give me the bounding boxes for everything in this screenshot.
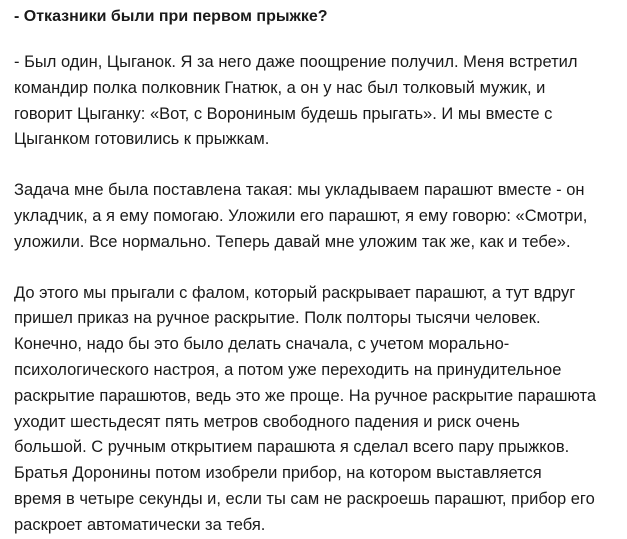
text-line: пришел приказ на ручное раскрытие. Полк полторы тысячи человек. <box>14 309 541 328</box>
text-line: психологического настроя, а потом уже переходить на принудительное <box>14 360 562 379</box>
text-line: Конечно, надо бы это было делать сначала, с учетом морально- <box>14 335 510 354</box>
answer-paragraph-2 <box>14 178 617 255</box>
text-line: укладчик, а я ему помогаю. Уложили его парашют, я ему говорю: «Смотри, <box>14 206 588 225</box>
text-line: уложили. Все нормально. Теперь давай мне уложим так же, как и тебе». <box>14 232 571 251</box>
text-line: говорит Цыганку: «Вот, с Ворониным будешь прыгать». И мы вместе с <box>14 104 553 123</box>
text-line: Братья Доронины потом изобрели прибор, на котором выставляется <box>14 464 542 483</box>
interview-question: - Отказники были при первом прыжке? <box>14 8 328 25</box>
text-line: раскроет автоматически за тебя. <box>14 515 266 534</box>
answer-paragraph-3 <box>14 281 617 539</box>
answer-paragraph-1 <box>14 50 617 153</box>
text-line: уходит шестьдесят пять метров свободного падения и риск очень <box>14 412 520 431</box>
text-line: большой. С ручным открытием парашюта я сделал всего пару прыжков. <box>14 438 570 457</box>
text-line: - Был один, Цыганок. Я за него даже поощрение получил. Меня встретил <box>14 53 578 71</box>
text-line: раскрытие парашютов, ведь это же проще. На ручное раскрытие парашюта <box>14 386 597 405</box>
text-line: командир полка полковник Гнатюк, а он у нас был толковый мужик, и <box>14 78 546 97</box>
text-line: Задача мне была поставлена такая: мы укладываем парашют вместе - он <box>14 181 585 200</box>
text-line: Цыганком готовились к прыжкам. <box>14 130 270 149</box>
text-line: время в четыре секунды и, если ты сам не раскроешь парашют, прибор его <box>14 489 595 508</box>
text-line: До этого мы прыгали с фалом, который раскрывает парашют, а тут вдруг <box>14 283 576 302</box>
